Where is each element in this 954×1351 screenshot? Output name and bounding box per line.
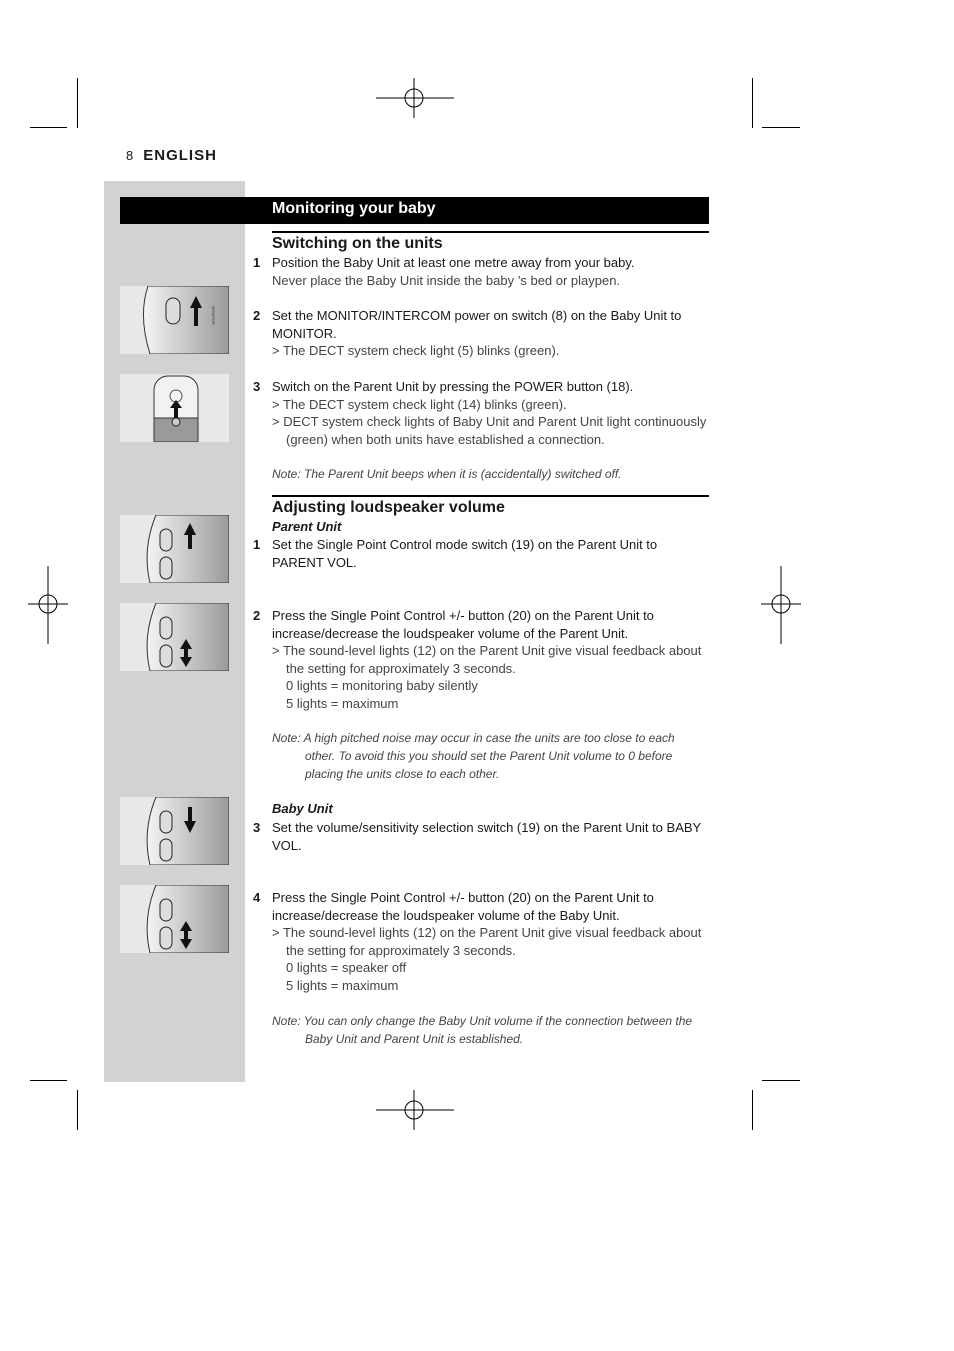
step-text: Set the Single Point Control mode switch (19) on the Parent Unit to PARENT VOL. xyxy=(272,537,658,570)
step-text: Set the MONITOR/INTERCOM power on switch (8) on the Baby Unit to MONITOR. > The DECT system check light (5) blinks (green). xyxy=(272,308,682,358)
step-number: 3 xyxy=(253,379,261,394)
switching-title: Switching on the units xyxy=(272,235,443,252)
pointer-arrow xyxy=(229,533,245,551)
parent-vol-switch-illustration xyxy=(120,515,229,583)
registration-mark-right xyxy=(761,566,801,644)
baby-vol-switch-illustration xyxy=(120,797,229,865)
section-title-bar xyxy=(120,197,709,224)
step-text: Press the Single Point Control +/- button (20) on the Parent Unit to increase/decrease the loudspeaker volume of the Baby Unit. > The sound-level lights (12) on the Parent Unit give visual feedback about the setting for approximately 3 seconds. 0 lights = speaker off 5 lights = maximum xyxy=(272,890,702,993)
svg-text:MONITOR: MONITOR xyxy=(211,306,216,325)
step-text: Position the Baby Unit at least one metre away from your baby. Never place the Baby Unit inside the baby ’s bed or playpen. xyxy=(272,255,635,288)
step-number: 1 xyxy=(253,255,261,270)
step-text: Set the volume/sensitivity selection switch (19) on the Parent Unit to BABY VOL. xyxy=(272,820,701,853)
language-label: ENGLISH xyxy=(143,147,217,164)
step-number: 3 xyxy=(253,820,261,835)
parent-plus-minus-illustration xyxy=(120,603,229,671)
registration-mark-top xyxy=(376,78,454,118)
step-text: Switch on the Parent Unit by pressing the POWER button (18). > The DECT system check light (14) blinks (green). > DECT system check lights of Baby Unit and Parent Unit light continuously (green) when both units have established a connection. xyxy=(272,379,707,447)
note: Note: You can only change the Baby Unit volume if the connection between the Baby Unit and Parent Unit is established. xyxy=(272,1014,693,1046)
baby-plus-minus-illustration xyxy=(120,885,229,953)
baby-unit-label: Baby Unit xyxy=(272,801,333,816)
pointer-arrow xyxy=(229,605,245,623)
pointer-arrow xyxy=(229,816,245,834)
step-number: 2 xyxy=(253,308,261,323)
registration-mark-left xyxy=(28,566,68,644)
step-number: 4 xyxy=(253,890,261,905)
adjusting-title: Adjusting loudspeaker volume xyxy=(272,499,505,516)
note: Note: The Parent Unit beeps when it is (accidentally) switched off. xyxy=(272,467,622,481)
page-header xyxy=(126,147,217,164)
page-number: 8 xyxy=(126,148,134,163)
step-number: 2 xyxy=(253,608,261,623)
section-rule xyxy=(272,495,709,497)
pointer-arrow xyxy=(229,378,245,396)
registration-mark-bottom xyxy=(376,1090,454,1130)
pointer-arrow xyxy=(229,303,245,321)
section-title: Monitoring your baby xyxy=(272,200,436,217)
section-rule xyxy=(272,231,709,233)
parent-unit-label: Parent Unit xyxy=(272,519,342,534)
pointer-arrow xyxy=(229,886,245,904)
step-text: Press the Single Point Control +/- button (20) on the Parent Unit to increase/decrease the loudspeaker volume of the Parent Unit. > The sound-level lights (12) on the Parent Unit give visual feedback about the setting for approximately 3 seconds. 0 lights = monitoring baby silently 5 lights = maximum xyxy=(272,608,702,711)
note: Note: A high pitched noise may occur in case the units are too close to each other. To avoid this you should set the Parent Unit volume to 0 before placing the units close to each other. xyxy=(272,731,675,781)
step-number: 1 xyxy=(253,537,261,552)
parent-unit-power-illustration xyxy=(120,374,229,442)
baby-unit-switch-illustration xyxy=(120,286,229,354)
